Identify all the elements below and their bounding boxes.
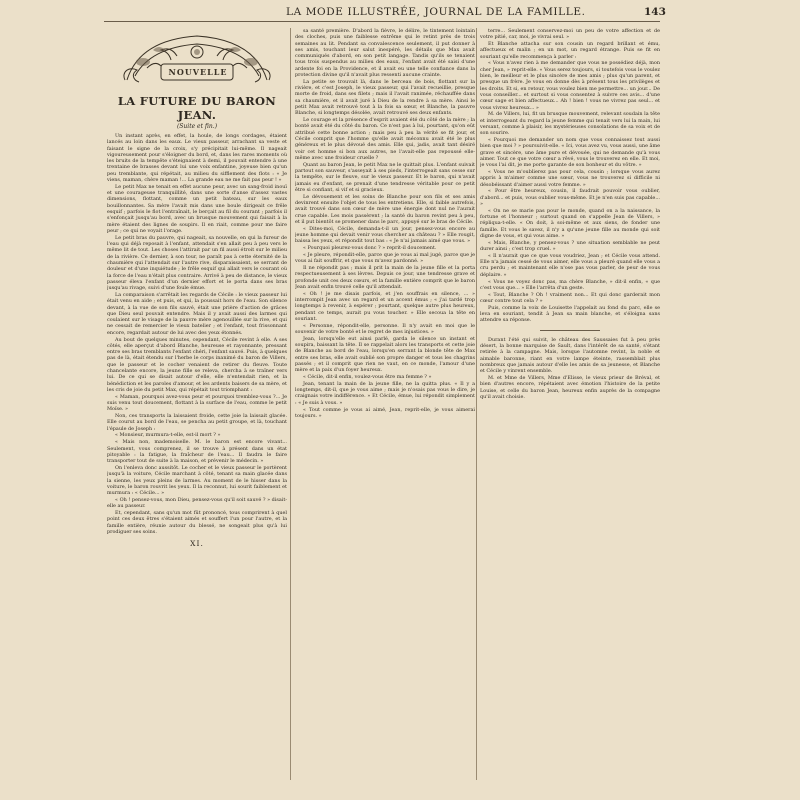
paragraph: « Tout, Blanche ? Oh ! vraiment non... Et qui donc garderait mon cœur contre tout cela ? »: [480, 291, 660, 304]
paragraph: « Dites-moi, Cécile, demanda-t-il un jour, pensez-vous encore au jeune homme qui devait venir vous chercher au château ? » Elle rougit, baissa les yeux, et répondit tout bas : « Je n'ai jamais aimé que vous. »: [295, 225, 475, 245]
paragraph: Et Blanche attacha sur son cousin un regard brillant et ému, affectueux et malin ; en un mot, un regard étrange. Puis se fit en souriant qu'elle recommença à parler :: [480, 41, 660, 60]
paragraph: Un instant après, en effet, la houle, de longs cordages, étaient lancés au loin dans les eaux. Le vieux passeur, arrachant sa veste et faisant le signe de la croix, s'y précipitait lui-même. Il nageait vigoureusement pour s'éloigner du bord, et, dans les rares moments où les bruits de la tempête s'éteignaient à demi, il pouvait entendre à une trentaine de brasses devant lui une voix enfantine, joyeuse bien qu'un peu tremblante, qui répétait, au milieu du sifflement des flots : « Je viens, maman, chère maman !... La grande eau ne me fait pas peur ! »: [107, 133, 287, 184]
paragraph: Non, ces transports la laissaient froide, cette joie la laissait glacée. Elle courut au bord de l'eau, se pencha au petit groupe, et là, touchant l'épaule de Joseph :: [107, 413, 287, 432]
header-rule: [104, 21, 660, 22]
paragraph: « Vous n'avez rien à me demander que vous ne possédiez déjà, mon cher Jean, » reprit-elle. « Vous serez toujours, si toutefois vous le voulez bien, le meilleur et le plus sincère de mes amis ; plus qu'un parent, et presque un frère. Je vous en donne dès à présent tous les privilèges et les droits. Et si, en retour, vous voulez bien me permettre... un jour... De vous conseiller... et surtout si vous consentez à suivre ces avis... d'une cœur sage et bien affectueux... Ah ! bien ! vous ne vivrez pas seul... et vous vivrez heureux... »: [480, 60, 660, 111]
paragraph: Le courage et la présence d'esprit avaient été du côté de la mère ; la bonté avait été du côté du baron. Ce n'est pas à lui, pourtant, qu'on eût attribué cette bonne action ; mais peu à peu la vérité se fit jour, et Cécile comprit que l'homme qu'elle avait méconnu avait été le plus généreux et le plus dévoué des amis. Elle qui, jadis, avait tant désiré voir cet homme si bon aux autres, ne l'avait-elle pas repoussé elle-même avec une froideur cruelle ?: [295, 117, 475, 161]
paragraph: « Vous ne voyez donc pas, ma chère Blanche, » dit-il enfin, « que c'est vous que... » Elle l'arrêta d'un geste.: [480, 278, 660, 291]
vignette-label: NOUVELLE: [168, 67, 228, 77]
paragraph: Quant au baron Jean, le petit Max ne le quittait plus. L'enfant suivait partout son sauveur, s'asseyait à ses pieds, l'interrogeait sans cesse sur la tempête, sur le fleuve, sur le vieux passeur. Et le baron, qui n'avait jamais eu d'enfant, se prenait d'une tendresse véritable pour ce petit être si confiant, si vif et si gracieux.: [295, 161, 475, 193]
text-column-3: [480, 28, 660, 780]
paragraph: Et, cependant, sans qu'un mot fût prononcé, tous comprirent à quel point ces deux êtres s'étaient aimés et souffert l'un pour l'autre, et la famille entière, réunie autour du blessé, ne songeait plus qu'à lui prodiguer ses soins.: [107, 510, 287, 535]
paragraph: Jean, lorsqu'elle eut ainsi parlé, garda le silence un instant et soupira, baissant la tête. Il se rappelait alors les transports et cette joie de Blanche au bord de l'eau, lorsqu'en serrant la blonde tête de Max entre ses bras, elle avait oublié son propre danger et tous les chagrins passés ; et il comprit que rien ne vaut, en ce monde, l'amour d'une mère et la paix d'un foyer heureux.: [295, 335, 475, 374]
paragraph: « Mais non, mademoiselle. M. le baron est encore vivant... Seulement, vous comprenez, il se trouve à présent dans un état pitoyable : la fatigue, la fraîcheur de l'eau... Il faudra le faire transporter tout de suite à la maison, et prévenir le médecin. »: [107, 439, 287, 465]
paragraph: Le dévouement et les soins de Blanche pour son fils et ses amis devinrent ensuite l'objet de tous les entretiens. Elle, si faible autrefois, avait trouvé dans son cœur de mère une énergie dont nul ne l'aurait crue capable. Les mois passèrent ; la santé du baron revint peu à peu, et il put bientôt se promener dans le parc, appuyé sur le bras de Cécile.: [295, 193, 475, 225]
paragraph: Le petit bras du pauvre, qui nageait, sa nouvelle, en qui la fureur de l'eau qui déjà reposait à l'enfant, attendait s'en allait peu à peu vers le même lit de tout. Les choses l'attirait par un fil aussi étroit sur le milieu de la rivière. Ce dernier, à son tour, ne paraît pas à cette éternité de la chaumière qui l'attendait sur l'autre rive, disparaissaient, se serrant de douleur et d'une inquiétude ; le frêle esquif qui allait vers le courant où la force de l'eau n'était plus contraire. Arrivé à peu de distance, le vieux passeur éleva l'enfant d'un dernier effort et le porta dans ses bras jusqu'au rivage, suivi d'une foule émue.: [107, 234, 287, 292]
paragraph: On l'enleva donc aussitôt. Le cocher et le vieux passeur le portèrent jusqu'à la voiture, Cécile marchant à côté, tenant sa main glacée dans la sienne, les yeux pleins de larmes. Au moment de le hisser dans la voiture, le baron rouvrit les yeux. Il la reconnut, lui sourit faiblement et murmura : « Cécile... »: [107, 464, 287, 497]
paragraph: « Il n'aurait que ce que vous voudriez, Jean ; et Cécile vous attend. Elle n'a jamais cessé de vous aimer, elle vous a pleuré quand elle vous a cru perdu ; et maintenant elle n'ose pas vous parler, de peur de vous déplaire. »: [480, 252, 660, 278]
paragraph: La comparaison s'arrêtait les regards de Cécile : le vieux passeur lui était venu en aide ; et puis, et qui, la poussait hors de l'eau. Son silence devant, à la vue de son fils sauvé, était une prière d'action de grâces que Dieu seul pouvait entendre. Mais il y avait aussi des larmes qui coulaient sur le visage de la pauvre mère agenouillée sur la rive, et qui ne cessait de remercier le vieux batelier ; et l'enfant, tout frissonnant encore, regardait autour de lui avec des yeux étonnés.: [107, 291, 287, 336]
section-separator: [540, 330, 600, 331]
paragraph: « Pour être heureux, cousin, il faudrait pouvoir vous oublier, d'abord... et puis, vous oublier vous-même. Et je n'en suis pas capable... »: [480, 188, 660, 208]
paragraph: Jean, tenant la main de la jeune fille, ne la quitta plus. « Il y a longtemps, dit-il, que je vous aime ; mais je n'osais pas vous le dire, je craignais votre indifférence. » Et Cécile, émue, lui répondit simplement : « Je suis à vous. »: [295, 380, 475, 406]
paragraph: « Pourquoi me demander un nom que vous connaissez tout aussi bien que moi ? » poursuivit-elle. « Ici, vous avez vu, vous aussi, une âme grave et sincère, une âme pure et dévouée, qui ne demande qu'à vous aimer. Tout ce que votre cœur a rêvé, vous le trouverez en elle. Et moi, je vous l'ai dit, je me porte garante de son bonheur et du vôtre. »: [480, 137, 660, 169]
paragraph: sa santé première. D'abord la fièvre, le délire, le tintement lointain des cloches, puis une faiblesse extrême qui le retint près de trois semaines au lit. Pendant sa convalescence seulement, il put donner à ses amis, touchant leur salut inespéré, les détails que Max avait communiqués d'abord, en son petit langage. Tandis qu'ils se tenaient tous trois suspendus au milieu des eaux, l'enfant avait été saisi d'une ardente foi en la Providence, et il avait eu une telle confiance dans la protection divine qu'il n'avait plus ressenti aucune crainte.: [295, 28, 475, 79]
paragraph: « Vous ne m'oublierez pas pour cela, cousin ; lorsque vous aurez appris à m'aimer comme une sœur, vous ne trouverez si difficile ni désobéissant d'aimer aussi votre femme. »: [480, 169, 660, 188]
column-divider: [290, 28, 291, 780]
journal-title: LA MODE ILLUSTRÉE, JOURNAL DE LA FAMILLE.: [286, 6, 586, 18]
paragraph: Puis, comme la voix de Louisette l'appelait au fond du parc, elle se leva en souriant, tendit à Jean sa main blanche, et s'éloigna sans attendre sa réponse.: [480, 304, 660, 324]
text-column-1: [107, 28, 287, 780]
paragraph: La petite se trouvait là, dans le berceau de bois, flottant sur la rivière, et c'est Joseph, le vieux passeur, qui l'avait recueillie, presque morte de froid, dans ses filets ; mais il l'avait ranimée, réchauffée dans sa chaumière, et il avait juré à Dieu de la rendre à sa mère. Ainsi le petit Max avait retrouvé tout à la fois sa sœur, et Blanche, la pauvre Blanche, si longtemps désolée, avait retrouvé ses deux enfants.: [295, 78, 475, 117]
running-header: [0, 6, 800, 20]
page-number: 143: [644, 6, 666, 18]
paragraph: M. et Mme de Villers, Mme d'Elisse, le vieux prieur de Bréval, et bien d'autres encore, répétaient avec émotion l'histoire de la petite Louise, et celle du baron Jean, heureux enfin auprès de la compagne qu'il avait choisie.: [480, 374, 660, 400]
paragraph: Durant l'été qui suivit, le château des Saussaies fut à peu près désert, la bonne marquise de Sault, dans l'intérêt de sa santé, s'étant retirée à la campagne. Mais, lorsque l'automne revint, la noble et aimable baronne, riant en votre lampe éteinte, rassemblait plus nombreux que jamais autour d'elle les amis de sa jeunesse, et Blanche et Cécile y vinrent ensemble.: [480, 336, 660, 375]
paragraph: « On ne se marie pas pour le monde, quand on a la naissance, la fortune et l'honneur ; surtout quand on s'appelle Jean de Villers, » répliqua-t-elle. « On doit, à soi-même et aux siens, de fonder une famille. Et vous le savez, il n'y a qu'une jeune fille au monde qui soit digne de vous, et qui vous aime. »: [480, 207, 660, 239]
paragraph: « Je pleure, répondit-elle, parce que je vous ai mal jugé, parce que je vous ai fait souffrir, et que vous m'avez pardonné. »: [295, 251, 475, 265]
paragraph: « Personne, répondit-elle, personne. Il n'y avait en moi que le souvenir de votre bonté et le regret de mes injustices. »: [295, 322, 475, 335]
paragraph: « Tout comme je vous ai aimé, Jean, reprit-elle, je vous aimerai toujours. »: [295, 406, 475, 419]
paragraph: « Mais, Blanche, y pensez-vous ? une situation semblable ne peut durer ainsi ; c'est trop cruel. »: [480, 239, 660, 253]
paragraph: Au bout de quelques minutes, cependant, Cécile revint à elle. A ses côtés, elle aperçut d'abord Blanche, heureuse et rayonnante, pressant entre ses bras tremblants l'enfant chéri, l'enfant sauvé. Puis, à quelques pas de là, était étendu sur l'herbe le corps inanimé du baron de Villers, que le passeur et le cocher venaient de retirer du fleuve. Toute chancelante encore, la jeune fille se releva, chercha à se traîner vers lui. De ce qui se disait autour d'elle, elle n'entendait rien, et la bénédiction et les paroles d'amour, et les ardents baisers de sa mère, et les cris de joie du petit Max, qui répétait tout triomphant :: [107, 336, 287, 393]
paragraph: « Monsieur, murmura-t-elle, est-il mort ? »: [115, 432, 221, 439]
story-byline: (Suite et fin.): [176, 123, 218, 130]
text-column-2: [295, 28, 475, 780]
column-divider: [476, 28, 477, 780]
paragraph: « Pourquoi pleurez-vous donc ? » reprit-il doucement.: [303, 245, 437, 252]
paragraph: M. de Villers, lui, fit un brusque mouvement, relevant soudain la tête et interrogeant du regard la jeune femme qui tenait vers lui la main, lui versant, comme à plaisir, les mystérieuses consolations de sa voix et de son sourire.: [480, 111, 660, 137]
paragraph: terre... Seulement conservez-moi un peu de votre affection et de votre pitié, car, moi, je vivrai seul. »: [480, 28, 660, 41]
paragraph: « Oh ! pensez-vous, mon Dieu, pensez-vous qu'il soit sauvé ? » disait-elle au passeur.: [107, 496, 287, 510]
chapter-heading: XI.: [190, 539, 204, 549]
ornamental-cartouche-icon: [117, 28, 277, 92]
paragraph: « Oh ! je me disais parfois, et j'en souffrais en silence, ... » interrompit Jean avec un regard et un accent émus ; « j'ai tardé trop longtemps à revenir, à espérer ; pourtant, quelque autre plus heureux, pendant ce temps, aurait pu vous toucher. » Elle secoua la tête en souriant.: [295, 290, 475, 322]
story-title: LA FUTURE DU BARON JEAN.: [117, 94, 277, 122]
paragraph: « Maman, pourquoi avez-vous peur et pourquoi tremblez-vous ?... Je suis venu tout doucement, flottant à la surface de l'eau, comme le petit Moïse. »: [107, 393, 287, 413]
paragraph: « Cécile, dit-il enfin, voulez-vous être ma femme ? »: [303, 374, 432, 381]
paragraph: Il ne répondit pas ; mais il prit la main de la jeune fille et la porta respectueusement à ses lèvres. Depuis ce jour, une tendresse grave et profonde unit ces deux cœurs, et la famille entière comprit que le baron Jean avait enfin trouvé celle qu'il attendait.: [295, 264, 475, 290]
paragraph: Le petit Max ne tenait en effet aucune peur, avec un sang-froid inouï et une courageuse tranquillité, dans une sorte d'anse d'assez vastes dimensions, flottant, comme un petit bateau, sur les eaux bouillonnantes. Sa mère l'avait mis dans une boule dirigeait ce frêle esquif ; parfois le flot l'entraînait, le berçait au fil du courant ; parfois il s'enfonçait jusqu'au bord, avec un brusque mouvement qui faisait à la mère étaient des lignes de soupirs. Il en riait, comme pour me faire peur ; ce qui ne voyait l'orage.: [107, 183, 287, 234]
